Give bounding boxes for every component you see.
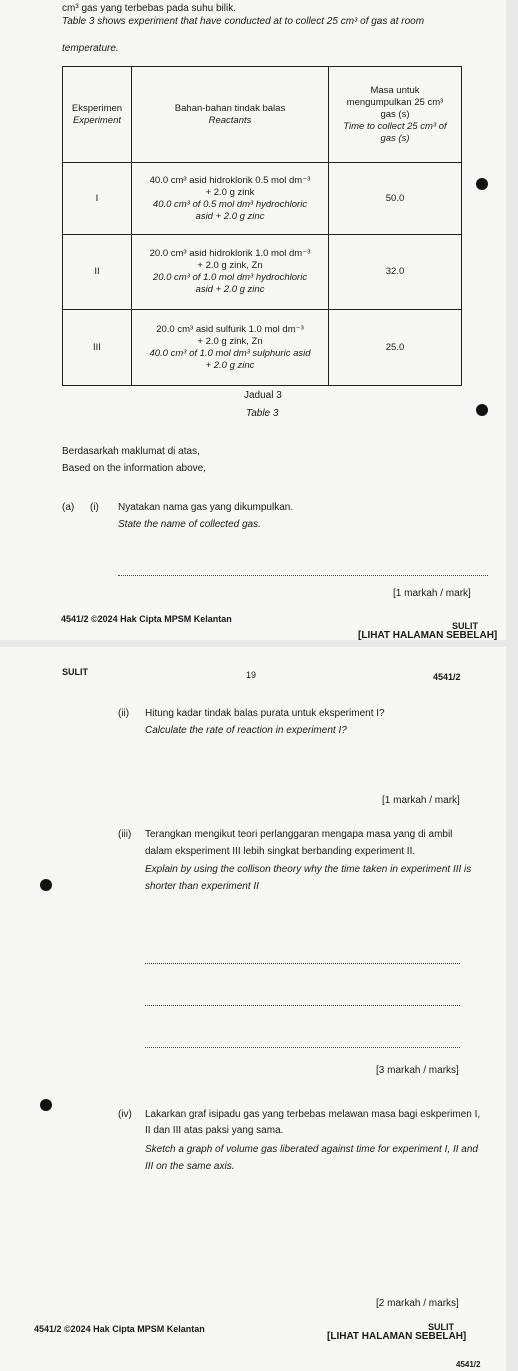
table-row (63, 310, 462, 386)
mark-iv: [2 markah / marks] (376, 1298, 459, 1309)
question-iv-label: (iv) (118, 1109, 132, 1120)
binder-hole (40, 879, 52, 891)
question-iii-text-ms-2: dalam eksperiment III lebih singkat berbanding experiment II. (145, 846, 416, 857)
row-time: 32.0 (329, 235, 462, 310)
based-on-en: Based on the information above, (62, 463, 206, 474)
intro-line-2: Table 3 shows experiment that have conducted at to collect 25 cm³ of gas at room (62, 16, 425, 27)
header-experiment: Eksperimen Experiment (63, 67, 132, 163)
footer-sulit: SULIT (428, 1322, 454, 1332)
question-iv-text-ms-1: Lakarkan graf isipadu gas yang terbebas melawan masa bagi eskperimen I, (145, 1109, 481, 1120)
footer-sulit: SULIT (452, 621, 478, 631)
row-experiment-label: II (63, 235, 132, 310)
header-sulit: SULIT (62, 667, 88, 677)
row-time: 25.0 (329, 310, 462, 386)
footer-next-page: [LIHAT HALAMAN SEBELAH] (327, 1331, 467, 1342)
question-iii-text-ms-1: Terangkan mengikut teori perlanggaran mengapa masa yang di ambil (145, 829, 453, 840)
question-ii-label: (ii) (118, 708, 130, 719)
row-reactants: 20.0 cm³ asid hidroklorik 1.0 mol dm⁻³ + 2.0 g zink, Zn 20.0 cm³ of 1.0 mol dm³ hydrochloric asid + 2.0 g zinc (132, 235, 329, 310)
binder-hole (476, 178, 488, 190)
exam-page-19 (0, 647, 506, 1371)
next-page-header-cut: 4541/2 (456, 1360, 481, 1369)
question-iv-text-ms-2: II dan III atas paksi yang sama. (145, 1125, 284, 1136)
row-reactants: 20.0 cm³ asid sulfurik 1.0 mol dm⁻³ + 2.0 g zink, Zn 40.0 cm³ of 1.0 mol dm³ sulphuric asid + 2.0 g zinc (132, 310, 329, 386)
question-iii-label: (iii) (118, 829, 132, 840)
page-number: 19 (246, 670, 257, 680)
page-gap (0, 640, 518, 647)
intro-line-3: temperature. (62, 43, 119, 54)
row-reactants: 40.0 cm³ asid hidroklorik 0.5 mol dm⁻³ + 2.0 g zink 40.0 cm³ of 0.5 mol dm³ hydrochloric asid + 2.0 g zinc (132, 163, 329, 235)
header-time: Masa untuk mengumpulkan 25 cm³ gas (s) Time to collect 25 cm³ of gas (s) (329, 67, 462, 163)
question-iii-text-en-2: shorter than experiment II (145, 881, 259, 892)
experiment-table (62, 66, 462, 386)
intro-line-1: cm³ gas yang terbebas pada suhu bilik. (62, 3, 236, 14)
question-iii-text-en-1: Explain by using the collison theory why the time taken in experiment III is (145, 864, 472, 875)
question-i-label: (i) (90, 502, 99, 513)
binder-hole (40, 1099, 52, 1111)
mark-ii: [1 markah / mark] (382, 795, 460, 806)
question-i-text-en: State the name of collected gas. (118, 519, 261, 530)
question-iv-text-en-1: Sketch a graph of volume gas liberated against time for experiment I, II and (145, 1144, 478, 1155)
exam-page-18 (0, 0, 506, 640)
mark-i: [1 markah / mark] (393, 588, 471, 599)
question-a-label: (a) (62, 502, 75, 513)
header-reactants: Bahan-bahan tindak balas Reactants (132, 67, 329, 163)
row-experiment-label: III (63, 310, 132, 386)
table-caption-en: Table 3 (246, 408, 279, 419)
answer-line[interactable] (145, 1005, 460, 1006)
answer-line[interactable] (145, 1047, 460, 1048)
row-time: 50.0 (329, 163, 462, 235)
question-i-text-ms: Nyatakan nama gas yang dikumpulkan. (118, 502, 294, 513)
footer-copyright: 4541/2 ©2024 Hak Cipta MPSM Kelantan (61, 614, 232, 624)
header-code: 4541/2 (433, 672, 461, 682)
question-iv-text-en-2: III on the same axis. (145, 1161, 235, 1172)
answer-line[interactable] (145, 963, 460, 964)
table-row (63, 235, 462, 310)
footer-next-page: [LIHAT HALAMAN SEBELAH] (358, 630, 498, 640)
table-caption-ms: Jadual 3 (244, 390, 282, 401)
mark-iii: [3 markah / marks] (376, 1065, 459, 1076)
based-on-ms: Berdasarkah maklumat di atas, (62, 446, 200, 457)
table-row (63, 163, 462, 235)
question-ii-text-en: Calculate the rate of reaction in experiment I? (145, 725, 347, 736)
footer-copyright: 4541/2 ©2024 Hak Cipta MPSM Kelantan (34, 1324, 205, 1334)
row-experiment-label: I (63, 163, 132, 235)
answer-line[interactable] (118, 575, 488, 576)
question-ii-text-ms: Hitung kadar tindak balas purata untuk eksperiment I? (145, 708, 385, 719)
binder-hole (476, 404, 488, 416)
